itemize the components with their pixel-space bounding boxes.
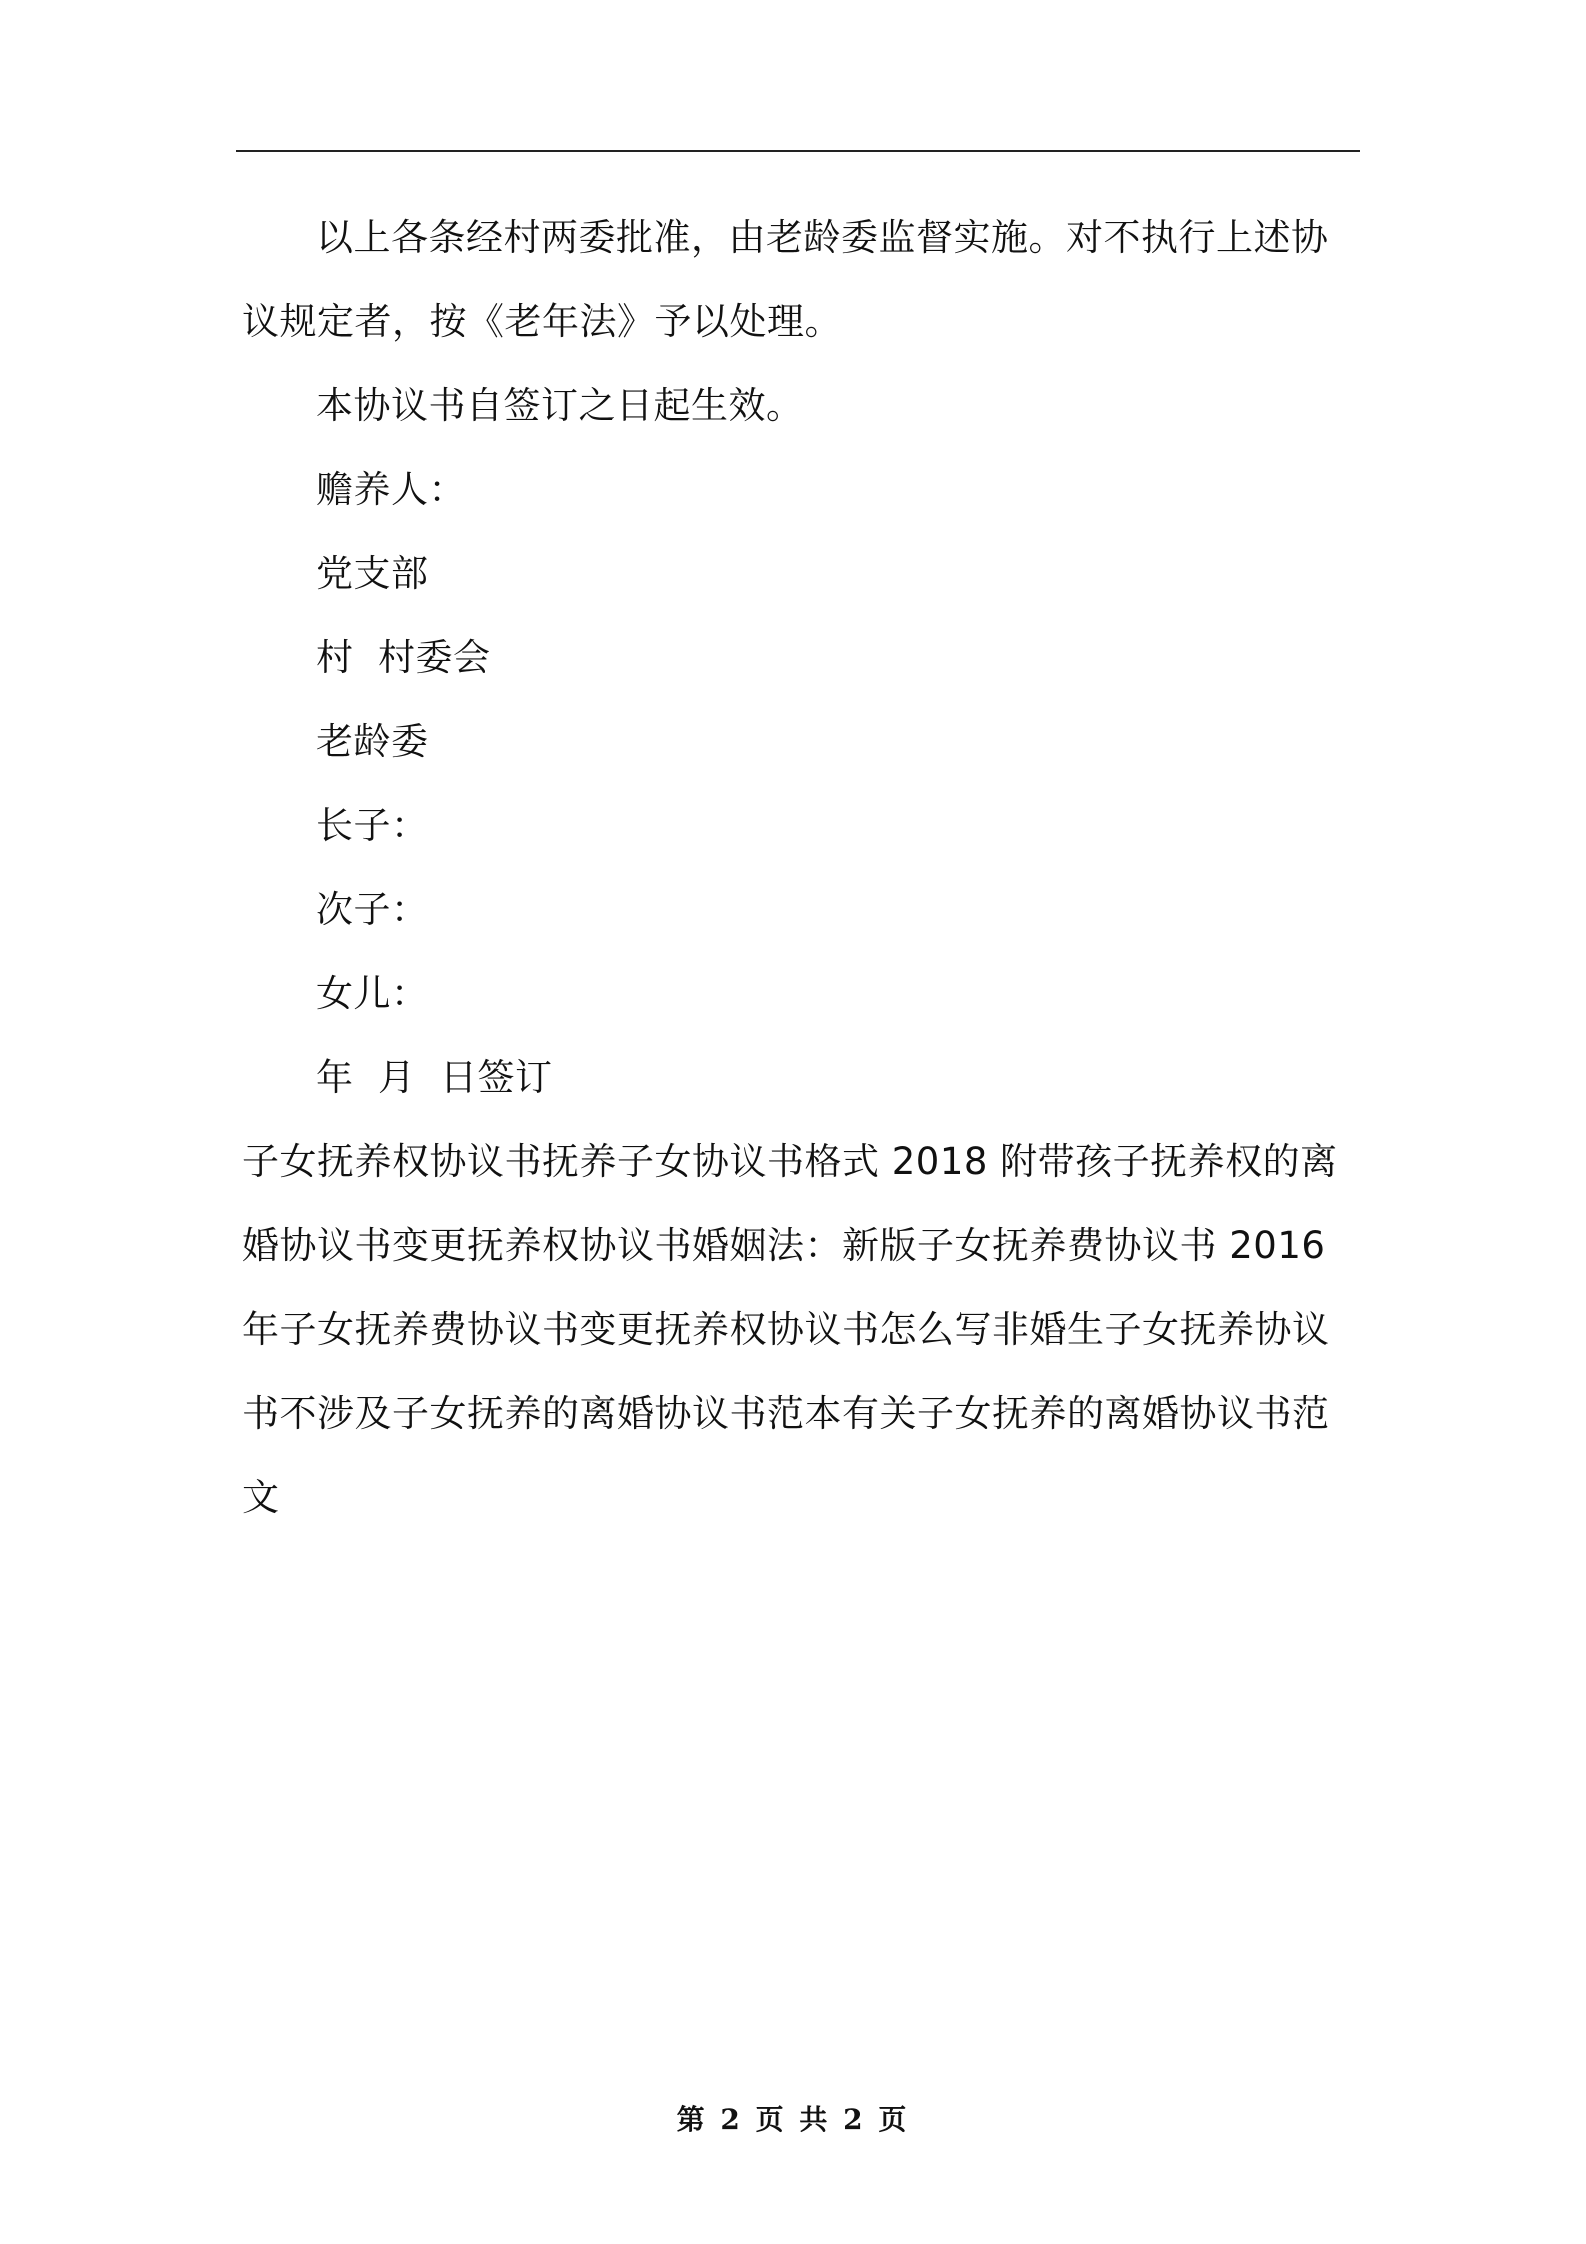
paragraph-implementation: 以上各条经村两委批准，由老龄委监督实施。对不执行上述协议规定者，按《老年法》予以处理。 xyxy=(242,216,1329,343)
signatory-daughter: 女儿： xyxy=(316,972,429,1015)
signatory-eldest-son: 长子： xyxy=(316,804,429,847)
related-keywords-paragraph: 子女抚养权协议书抚养子女协议书格式 2018 附带孩子抚养权的离婚协议书变更抚养权协议书婚姻法：新版子女抚养费协议书 2016 年子女抚养费协议书变更抚养权协议书怎么写非婚生子女抚养协议书不涉及子女抚养的离婚协议书范本有关子女抚养的离婚协议书范文 xyxy=(242,1140,1338,1519)
page-number-footer: 第 2 页 共 2 页 xyxy=(676,2103,910,2136)
paragraph-effective: 本协议书自签订之日起生效。 xyxy=(316,384,804,427)
signatory-village-committee: 村 村委会 xyxy=(316,636,491,679)
signatory-elderly-committee: 老龄委 xyxy=(316,720,429,763)
signatory-party-branch: 党支部 xyxy=(316,552,429,595)
document-body xyxy=(242,196,1358,1540)
header-rule xyxy=(236,150,1360,152)
signatory-second-son: 次子： xyxy=(316,888,429,931)
signing-date: 年 月 日签订 xyxy=(316,1056,553,1099)
signatory-supporter: 赡养人： xyxy=(316,468,466,511)
